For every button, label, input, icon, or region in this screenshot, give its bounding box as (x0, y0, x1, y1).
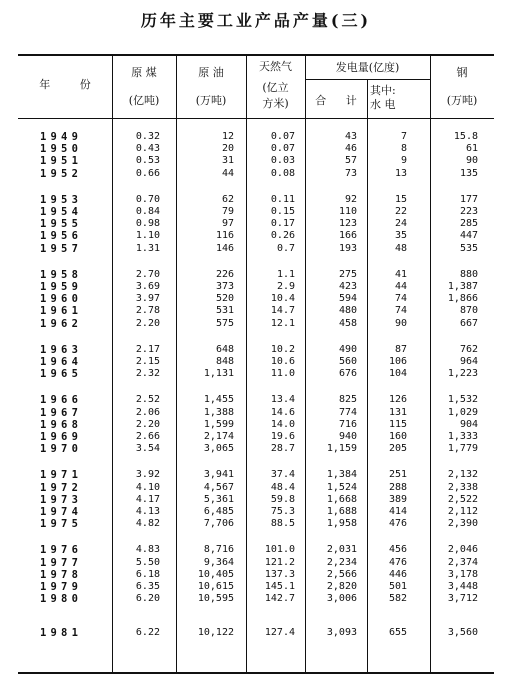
power-total-cell: 490 (338, 343, 357, 355)
oil-cell: 648 (215, 343, 234, 355)
year-cell: 1965 (40, 368, 83, 381)
power-hydro-cell: 9 (400, 155, 407, 167)
col-divider-oil (246, 54, 247, 674)
gas-cell: 37.4 (270, 469, 295, 481)
coal-cell: 2.66 (135, 431, 160, 442)
coal-cell: 4.13 (135, 506, 160, 517)
steel-cell: 880 (459, 268, 478, 280)
power-total-cell: 1,159 (326, 443, 357, 455)
steel-cell: 1,866 (447, 293, 478, 305)
coal-cell: 3.97 (135, 293, 160, 305)
power-hydro-cell: 13 (394, 167, 407, 179)
year-cell: 1952 (40, 167, 83, 180)
header-steel: 钢 (456, 66, 468, 79)
power-total-cell: 3,006 (326, 593, 357, 605)
gas-cell: 0.7 (276, 242, 295, 254)
power-total-cell: 110 (338, 206, 357, 217)
steel-cell: 3,712 (447, 593, 478, 605)
gas-cell: 0.17 (270, 218, 295, 230)
power-total-cell: 560 (338, 356, 357, 367)
header-power: 发电量(亿度) (335, 61, 400, 74)
year-cell: 1962 (40, 317, 83, 330)
steel-cell: 3,178 (447, 568, 478, 580)
gas-cell: 11.0 (270, 368, 295, 380)
oil-cell: 373 (215, 281, 234, 292)
power-total-cell: 1,384 (326, 469, 357, 481)
power-total-cell: 774 (338, 406, 357, 418)
oil-cell: 575 (215, 317, 234, 329)
power-hydro-cell: 655 (388, 627, 407, 639)
gas-cell: 1.1 (276, 268, 295, 280)
gas-cell: 10.2 (270, 343, 295, 355)
gas-cell: 12.1 (270, 317, 295, 329)
power-hydro-cell: 106 (388, 356, 407, 367)
year-cell: 1963 (40, 343, 83, 356)
coal-cell: 0.70 (135, 193, 160, 205)
coal-cell: 2.20 (135, 317, 160, 329)
power-total-cell: 825 (338, 394, 357, 406)
steel-cell: 1,029 (447, 406, 478, 418)
power-total-cell: 73 (344, 167, 357, 179)
oil-cell: 7,706 (203, 518, 234, 530)
year-cell: 1956 (40, 230, 83, 243)
year-cell: 1959 (40, 281, 83, 293)
coal-cell: 2.15 (135, 356, 160, 367)
power-total-cell: 1,524 (326, 481, 357, 493)
steel-cell: 964 (459, 356, 478, 367)
power-hydro-cell: 414 (388, 506, 407, 517)
coal-cell: 3.54 (135, 443, 160, 455)
oil-cell: 1,599 (203, 418, 234, 430)
gas-cell: 13.4 (270, 394, 295, 406)
power-hydro-cell: 205 (388, 443, 407, 455)
col-divider-power (430, 54, 431, 674)
col-divider-coal (176, 54, 177, 674)
year-cell: 1955 (40, 218, 83, 231)
gas-cell: 48.4 (270, 481, 295, 493)
oil-cell: 44 (221, 167, 234, 179)
year-cell: 1976 (40, 544, 83, 557)
power-hydro-cell: 476 (388, 556, 407, 568)
year-cell: 1971 (40, 469, 83, 482)
steel-cell: 1,532 (447, 394, 478, 406)
steel-cell: 535 (459, 242, 478, 254)
coal-cell: 4.10 (135, 481, 160, 493)
oil-cell: 531 (215, 305, 234, 317)
steel-cell: 3,448 (447, 581, 478, 592)
power-hydro-cell: 115 (388, 418, 407, 430)
coal-cell: 2.06 (135, 406, 160, 418)
power-total-cell: 2,566 (326, 568, 357, 580)
coal-cell: 3.92 (135, 469, 160, 481)
gas-cell: 10.6 (270, 356, 295, 367)
power-total-cell: 2,031 (326, 544, 357, 556)
steel-cell: 2,390 (447, 518, 478, 530)
year-cell: 1978 (40, 568, 83, 581)
steel-cell: 2,338 (447, 481, 478, 493)
power-total-cell: 123 (338, 218, 357, 230)
power-total-cell: 275 (338, 268, 357, 280)
power-hydro-cell: 582 (388, 593, 407, 605)
steel-cell: 1,223 (447, 368, 478, 380)
year-cell: 1972 (40, 481, 83, 494)
oil-cell: 1,455 (203, 394, 234, 406)
power-hydro-cell: 104 (388, 368, 407, 380)
steel-cell: 90 (465, 155, 478, 167)
oil-cell: 12 (221, 131, 234, 142)
power-hydro-cell: 501 (388, 581, 407, 592)
steel-cell: 135 (459, 167, 478, 179)
power-hydro-cell: 251 (388, 469, 407, 481)
header-coal: 原 煤 (131, 66, 157, 79)
power-hydro-cell: 87 (394, 343, 407, 355)
gas-cell: 14.6 (270, 406, 295, 418)
power-total-cell: 1,958 (326, 518, 357, 530)
steel-cell: 2,522 (447, 493, 478, 505)
steel-cell: 904 (459, 418, 478, 430)
oil-cell: 4,567 (203, 481, 234, 493)
power-hydro-cell: 131 (388, 406, 407, 418)
col-divider-gas (305, 54, 306, 674)
production-table (18, 54, 494, 674)
steel-cell: 223 (459, 206, 478, 217)
year-cell: 1968 (40, 418, 83, 431)
oil-cell: 848 (215, 356, 234, 367)
coal-cell: 4.17 (135, 493, 160, 505)
gas-cell: 88.5 (270, 518, 295, 530)
power-hydro-cell: 24 (394, 218, 407, 230)
power-total-cell: 480 (338, 305, 357, 317)
power-hydro-cell: 389 (388, 493, 407, 505)
power-total-cell: 423 (338, 281, 357, 292)
header-oil: 原 油 (198, 66, 224, 79)
steel-cell: 177 (459, 193, 478, 205)
oil-cell: 10,595 (197, 593, 234, 605)
header-gas-unit: (亿立 方米) (262, 81, 289, 110)
gas-cell: 137.3 (264, 568, 295, 580)
coal-cell: 6.22 (135, 627, 160, 639)
header-power-hydro: 其中: 水 电 (370, 84, 396, 111)
year-cell: 1960 (40, 293, 83, 306)
gas-cell: 75.3 (270, 506, 295, 517)
gas-cell: 0.26 (270, 230, 295, 242)
steel-cell: 15.8 (453, 131, 478, 142)
year-cell: 1981 (40, 627, 83, 640)
oil-cell: 3,941 (203, 469, 234, 481)
year-cell: 1951 (40, 155, 83, 168)
year-cell: 1953 (40, 193, 83, 206)
year-cell: 1966 (40, 394, 83, 407)
steel-cell: 447 (459, 230, 478, 242)
table-top-rule (18, 54, 494, 56)
gas-cell: 0.08 (270, 167, 295, 179)
steel-cell: 2,112 (447, 506, 478, 517)
gas-cell: 0.15 (270, 206, 295, 217)
gas-cell: 28.7 (270, 443, 295, 455)
oil-cell: 3,065 (203, 443, 234, 455)
coal-cell: 6.18 (135, 568, 160, 580)
header-coal-unit: (亿吨) (128, 94, 160, 107)
power-total-cell: 166 (338, 230, 357, 242)
coal-cell: 2.17 (135, 343, 160, 355)
coal-cell: 1.31 (135, 242, 160, 254)
power-total-cell: 3,093 (326, 627, 357, 639)
power-hydro-cell: 7 (400, 131, 407, 142)
oil-cell: 10,405 (197, 568, 234, 580)
oil-cell: 62 (221, 193, 234, 205)
gas-cell: 0.07 (270, 143, 295, 155)
gas-cell: 14.0 (270, 418, 295, 430)
power-hydro-cell: 476 (388, 518, 407, 530)
steel-cell: 2,046 (447, 544, 478, 556)
oil-cell: 31 (221, 155, 234, 167)
col-divider-year (112, 54, 113, 674)
year-cell: 1973 (40, 493, 83, 506)
power-total-cell: 193 (338, 242, 357, 254)
oil-cell: 10,615 (197, 581, 234, 592)
gas-cell: 101.0 (264, 544, 295, 556)
power-hydro-cell: 44 (394, 281, 407, 292)
oil-cell: 226 (215, 268, 234, 280)
gas-cell: 10.4 (270, 293, 295, 305)
coal-cell: 6.35 (135, 581, 160, 592)
steel-cell: 1,779 (447, 443, 478, 455)
coal-cell: 0.32 (135, 131, 160, 142)
power-total-cell: 594 (338, 293, 357, 305)
power-hydro-cell: 446 (388, 568, 407, 580)
header-steel-unit: (万吨) (446, 94, 478, 107)
oil-cell: 79 (221, 206, 234, 217)
header-bottom-rule (18, 118, 494, 119)
power-hydro-cell: 41 (394, 268, 407, 280)
oil-cell: 520 (215, 293, 234, 305)
year-cell: 1977 (40, 556, 83, 569)
gas-cell: 19.6 (270, 431, 295, 442)
oil-cell: 6,485 (203, 506, 234, 517)
oil-cell: 10,122 (197, 627, 234, 639)
power-hydro-cell: 48 (394, 242, 407, 254)
steel-cell: 762 (459, 343, 478, 355)
year-cell: 1961 (40, 305, 83, 318)
steel-cell: 2,374 (447, 556, 478, 568)
year-cell: 1957 (40, 242, 83, 255)
gas-cell: 121.2 (264, 556, 295, 568)
gas-cell: 145.1 (264, 581, 295, 592)
oil-cell: 5,361 (203, 493, 234, 505)
power-hydro-cell: 90 (394, 317, 407, 329)
gas-cell: 0.03 (270, 155, 295, 167)
year-cell: 1970 (40, 443, 83, 456)
steel-cell: 870 (459, 305, 478, 317)
year-cell: 1975 (40, 518, 83, 531)
power-hydro-cell: 126 (388, 394, 407, 406)
coal-cell: 0.66 (135, 167, 160, 179)
gas-cell: 14.7 (270, 305, 295, 317)
year-cell: 1950 (40, 143, 83, 156)
year-cell: 1954 (40, 206, 83, 218)
col-divider-power-sub (367, 80, 368, 674)
oil-cell: 20 (221, 143, 234, 155)
gas-cell: 0.07 (270, 131, 295, 142)
coal-cell: 2.20 (135, 418, 160, 430)
steel-cell: 667 (459, 317, 478, 329)
year-cell: 1949 (40, 131, 83, 143)
header-gas: 天然气 (259, 60, 292, 73)
power-hydro-cell: 288 (388, 481, 407, 493)
oil-cell: 146 (215, 242, 234, 254)
coal-cell: 2.52 (135, 394, 160, 406)
power-hydro-cell: 22 (394, 206, 407, 217)
coal-cell: 2.32 (135, 368, 160, 380)
steel-cell: 2,132 (447, 469, 478, 481)
year-cell: 1969 (40, 431, 83, 443)
coal-cell: 2.78 (135, 305, 160, 317)
coal-cell: 0.43 (135, 143, 160, 155)
power-total-cell: 43 (344, 131, 357, 142)
oil-cell: 1,131 (203, 368, 234, 380)
power-hydro-cell: 15 (394, 193, 407, 205)
gas-cell: 0.11 (270, 193, 295, 205)
year-cell: 1967 (40, 406, 83, 419)
coal-cell: 0.98 (135, 218, 160, 230)
gas-cell: 127.4 (264, 627, 295, 639)
coal-cell: 2.70 (135, 268, 160, 280)
coal-cell: 3.69 (135, 281, 160, 292)
power-total-cell: 92 (344, 193, 357, 205)
coal-cell: 4.83 (135, 544, 160, 556)
coal-cell: 1.10 (135, 230, 160, 242)
year-cell: 1974 (40, 506, 83, 518)
power-total-cell: 716 (338, 418, 357, 430)
power-hydro-cell: 160 (388, 431, 407, 442)
power-total-cell: 46 (344, 143, 357, 155)
gas-cell: 142.7 (264, 593, 295, 605)
header-year: 年 份 (39, 78, 91, 91)
oil-cell: 9,364 (203, 556, 234, 568)
oil-cell: 8,716 (203, 544, 234, 556)
coal-cell: 4.82 (135, 518, 160, 530)
oil-cell: 97 (221, 218, 234, 230)
coal-cell: 5.50 (135, 556, 160, 568)
oil-cell: 1,388 (203, 406, 234, 418)
steel-cell: 285 (459, 218, 478, 230)
power-hydro-cell: 74 (394, 293, 407, 305)
power-total-cell: 57 (344, 155, 357, 167)
header-power-total: 合 计 (315, 94, 357, 107)
coal-cell: 6.20 (135, 593, 160, 605)
gas-cell: 59.8 (270, 493, 295, 505)
oil-cell: 2,174 (203, 431, 234, 442)
power-total-cell: 940 (338, 431, 357, 442)
coal-cell: 0.84 (135, 206, 160, 217)
power-total-cell: 2,820 (326, 581, 357, 592)
power-hydro-cell: 456 (388, 544, 407, 556)
power-hydro-cell: 74 (394, 305, 407, 317)
power-hydro-cell: 8 (400, 143, 407, 155)
power-total-cell: 2,234 (326, 556, 357, 568)
header-oil-unit: (万吨) (195, 94, 227, 107)
year-cell: 1979 (40, 581, 83, 593)
power-total-cell: 676 (338, 368, 357, 380)
year-cell: 1980 (40, 593, 83, 606)
power-hydro-cell: 35 (394, 230, 407, 242)
power-total-cell: 1,688 (326, 506, 357, 517)
page-title: 历年主要工业产品产量(三) (140, 11, 372, 30)
steel-cell: 61 (465, 143, 478, 155)
power-total-cell: 458 (338, 317, 357, 329)
coal-cell: 0.53 (135, 155, 160, 167)
oil-cell: 116 (215, 230, 234, 242)
table-bottom-rule (18, 672, 494, 674)
power-total-cell: 1,668 (326, 493, 357, 505)
steel-cell: 1,333 (447, 431, 478, 442)
year-cell: 1964 (40, 356, 83, 368)
gas-cell: 2.9 (276, 281, 295, 292)
steel-cell: 3,560 (447, 627, 478, 639)
year-cell: 1958 (40, 268, 83, 281)
steel-cell: 1,387 (447, 281, 478, 292)
